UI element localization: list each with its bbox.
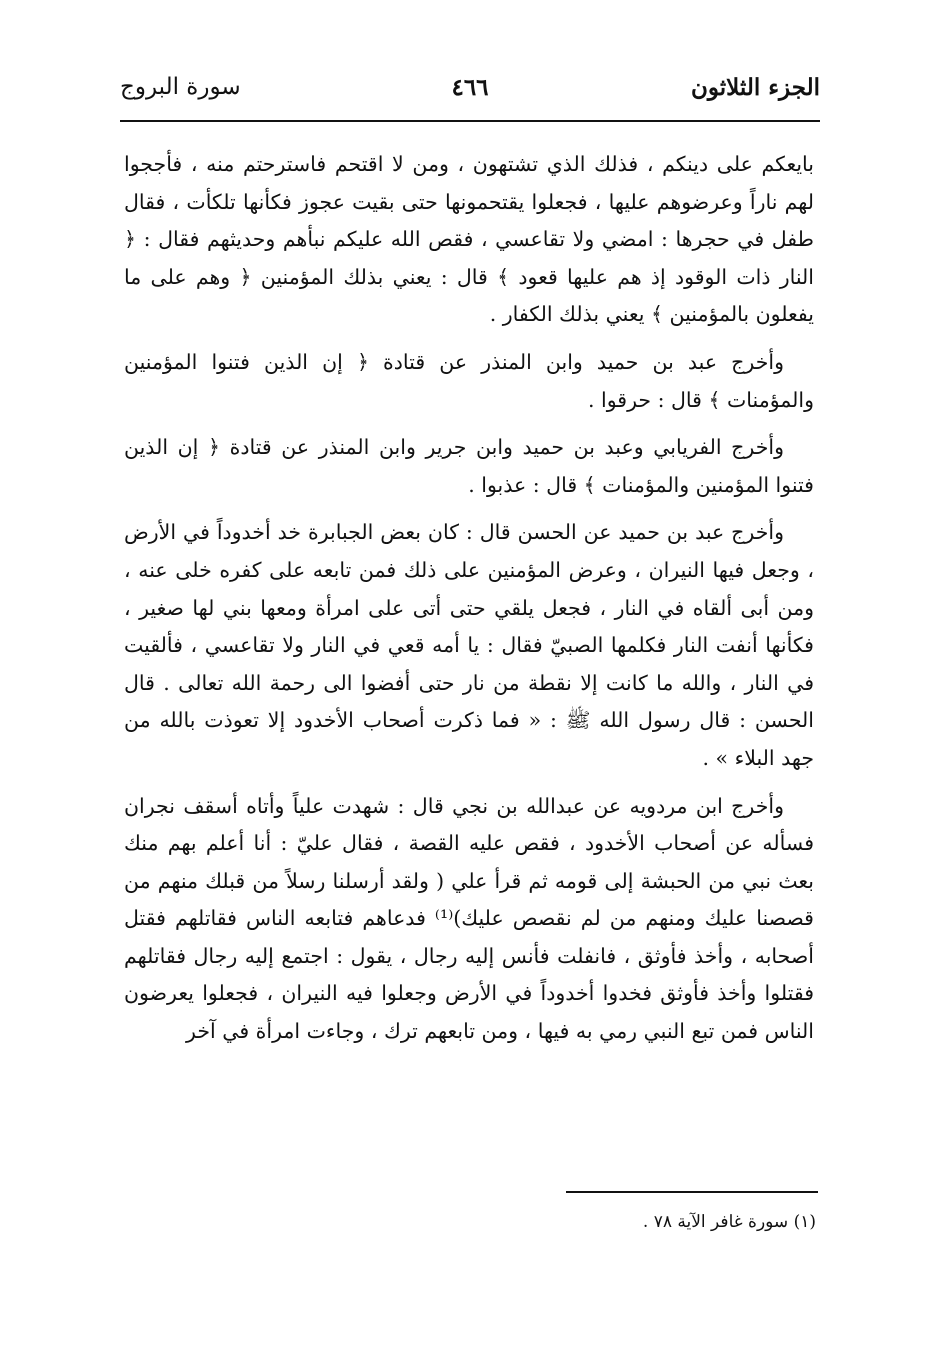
part-title: الجزء الثلاثون (691, 74, 820, 101)
page-number: ٤٦٦ (451, 74, 489, 101)
paragraph-4: وأخرج عبد بن حميد عن الحسن قال : كان بعض الجبابرة خد أخدوداً في الأرض ، وجعل فيها النيران ، وعرض المؤمنين على ذلك فمن تابعه على كفره خلى عنه ، ومن أبى ألقاه في النار ، فجعل يلقي حتى أتى على امرأة ومعها بني لها صغير ، فكأنها أنفت النار فكلمها الصبيّ فقال : يا أمه قعي في النار ولا تقاعسي ، فألقيت في النار ، والله ما كانت إلا نقطة من نار حتى أفضوا الى رحمة الله تعالى . قال الحسن : قال رسول الله ﷺ : « فما ذكرت أصحاب الأخدود إلا تعوذت بالله من جهد البلاء » . (124, 520, 814, 770)
footnote: (١) سورة غافر الآية ٧٨ . (642, 1212, 816, 1232)
surah-title: سورة البروج (120, 74, 241, 100)
paragraph-3: وأخرج الفريابي وعبد بن حميد وابن جرير وابن المنذر عن قتادة ﴿ إن الذين فتنوا المؤمنين والمؤمنات ﴾ قال : عذبوا . (124, 435, 814, 497)
main-text (124, 146, 814, 1061)
paragraph-1: بايعكم على دينكم ، فذلك الذي تشتهون ، ومن لا اقتحم فاسترحتم منه ، فأججوا لهم ناراً وعرضوهم عليها ، فجعلوا يقتحمونها حتى بقيت عجوز فكأنها تلكأت ، فقال طفل في حجرها : امضي ولا تقاعسي ، فقص الله عليكم نبأهم وحديثهم فقال : ﴿ النار ذات الوقود إذ هم عليها قعود ﴾ قال : يعني بذلك المؤمنين ﴿ وهم على ما يفعلون بالمؤمنين ﴾ يعني بذلك الكفار . (124, 152, 814, 327)
footnote-divider (566, 1191, 818, 1193)
paragraph-5: وأخرج ابن مردويه عن عبدالله بن نجي قال : شهدت علياً وأتاه أسقف نجران فسأله عن أصحاب الأخدود ، فقص عليه القصة ، فقال عليّ : أنا أعلم بهم منك بعث نبي من الحبشة إلى قومه ثم قرأ علي ( ولقد أرسلنا رسلاً من قبلك منهم من قصصنا عليك ومنهم من لم نقصص عليك)⁽¹⁾ فدعاهم فتابعه الناس فقاتلهم فقتل أصحابه ، وأخذ فأوثق ، فانفلت فأنس إليه رجال ، يقول : اجتمع إليه رجال فقاتلهم فقتلوا وأخذ فأوثق فخدوا أخدوداً في الأرض وجعلوا فيه النيران ، فجعلوا يعرضون الناس فمن تبع النبي رمي به فيها ، ومن تابعهم ترك ، وجاءت امرأة في آخر (124, 793, 814, 1044)
page-header (120, 70, 820, 114)
header-divider (120, 120, 820, 122)
paragraph-2: وأخرج عبد بن حميد وابن المنذر عن قتادة ﴿ إن الذين فتنوا المؤمنين والمؤمنات ﴾ قال : حرقوا . (124, 349, 814, 412)
